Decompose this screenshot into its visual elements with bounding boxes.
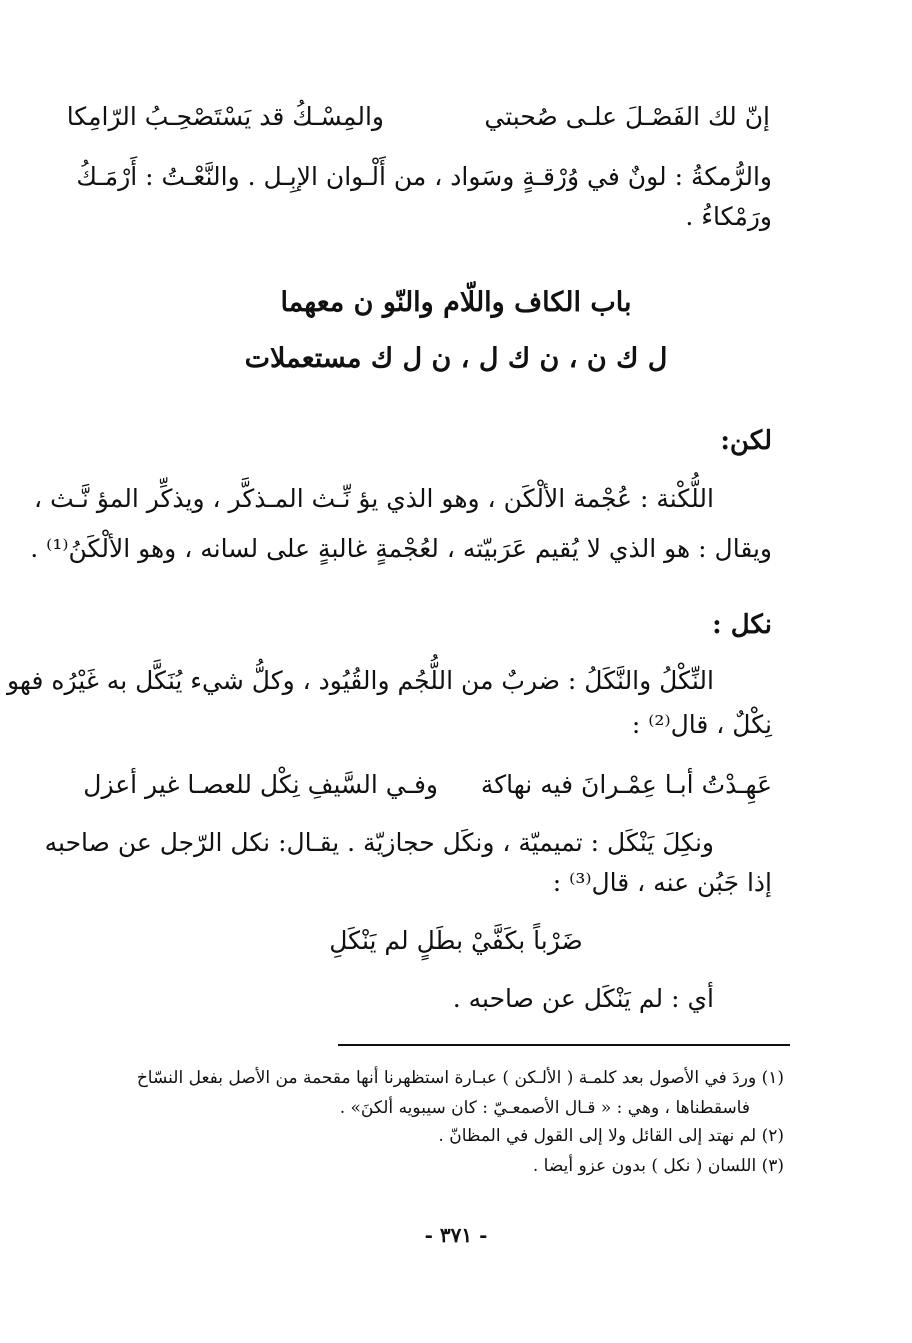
entry-text-line: نِكْلٌ ، قال⁽²⁾ : (631, 710, 772, 739)
entry-text-line: النِّكْلُ والنَّكَلُ : ضربٌ من اللُّجُم والقُيُود ، وكلُّ شيء يُنَكَّل به غَيْرُه فهو (7, 666, 714, 695)
definition-line: ورَمْكاءُ . (685, 202, 772, 231)
verse-hemistich-left: وفـي السَّيفِ نِكْل للعصـا غير أعزل (83, 770, 438, 799)
entry-text-line: ونكِلَ يَنْكَل : تميميّة ، ونكَل حجازيّة . يقـال: نكل الرّجل عن صاحبه (44, 828, 714, 857)
footnote-2: (٢) لم نهتد إلى القائل ولا إلى القول في المظانّ . (438, 1126, 784, 1146)
verse-hemistich-right: إنّ لك الفَصْـلَ علـى صُحبتي (484, 102, 770, 131)
entry-text-line: أي : لم يَنْكَل عن صاحبه . (452, 984, 714, 1013)
verse-hemistich-left: والمِسْـكُ قد يَسْتَصْحِـبُ الرّامِكا (66, 102, 384, 131)
entry-heading-nakal: نكل : (712, 610, 772, 640)
half-verse: ضَرْباً بكَفَّيْ بطَلٍ لم يَنْكَلِ (329, 926, 583, 955)
entry-heading-lakan: لكن: (720, 426, 772, 456)
verse-hemistich-right: عَهِـدْتُ أبـا عِمْـرانَ فيه نهاكة (480, 770, 772, 799)
chapter-subtitle: ل ك ن ، ن ك ل ، ن ل ك مستعملات (244, 343, 668, 374)
footnote-1-line: فاسقطناها ، وهي : « قـال الأصمعـيّ : كان سيبويه ألكنَ» . (339, 1098, 750, 1118)
footnote-separator (338, 1044, 790, 1046)
entry-text-line: ويقال : هو الذي لا يُقيم عَرَبيّته ، لعُجْمةٍ غالبةٍ على لسانه ، وهو الألْكَنُ⁽¹⁾ . (30, 534, 772, 563)
footnote-3: (٣) اللسان ( نكل ) بدون عزو أيضا . (532, 1156, 784, 1176)
entry-text-line: اللُّكْنة : عُجْمة الألْكَن ، وهو الذي يؤ نِّـث المـذكَّر ، ويذكِّر المؤ نَّـث ، (34, 484, 714, 513)
page-number: - ٣٧١ - (424, 1223, 488, 1247)
definition-line: والرُّمكةُ : لونٌ في وُرْقـةٍ وسَواد ، من أَلْـوان الإبِـل . والنَّعْـتُ : أَرْمَـكُ (76, 162, 772, 191)
chapter-title: باب الكاف واللّام والنّو ن معهما (280, 287, 632, 318)
entry-text-line: إذا جَبُن عنه ، قال⁽³⁾ : (552, 868, 772, 897)
footnote-1-line: (١) وردَ في الأصول بعد كلمـة ( الألـكن ) عبـارة استظهرنا أنها مقحمة من الأصل بفعل النسّاخ (136, 1068, 784, 1088)
